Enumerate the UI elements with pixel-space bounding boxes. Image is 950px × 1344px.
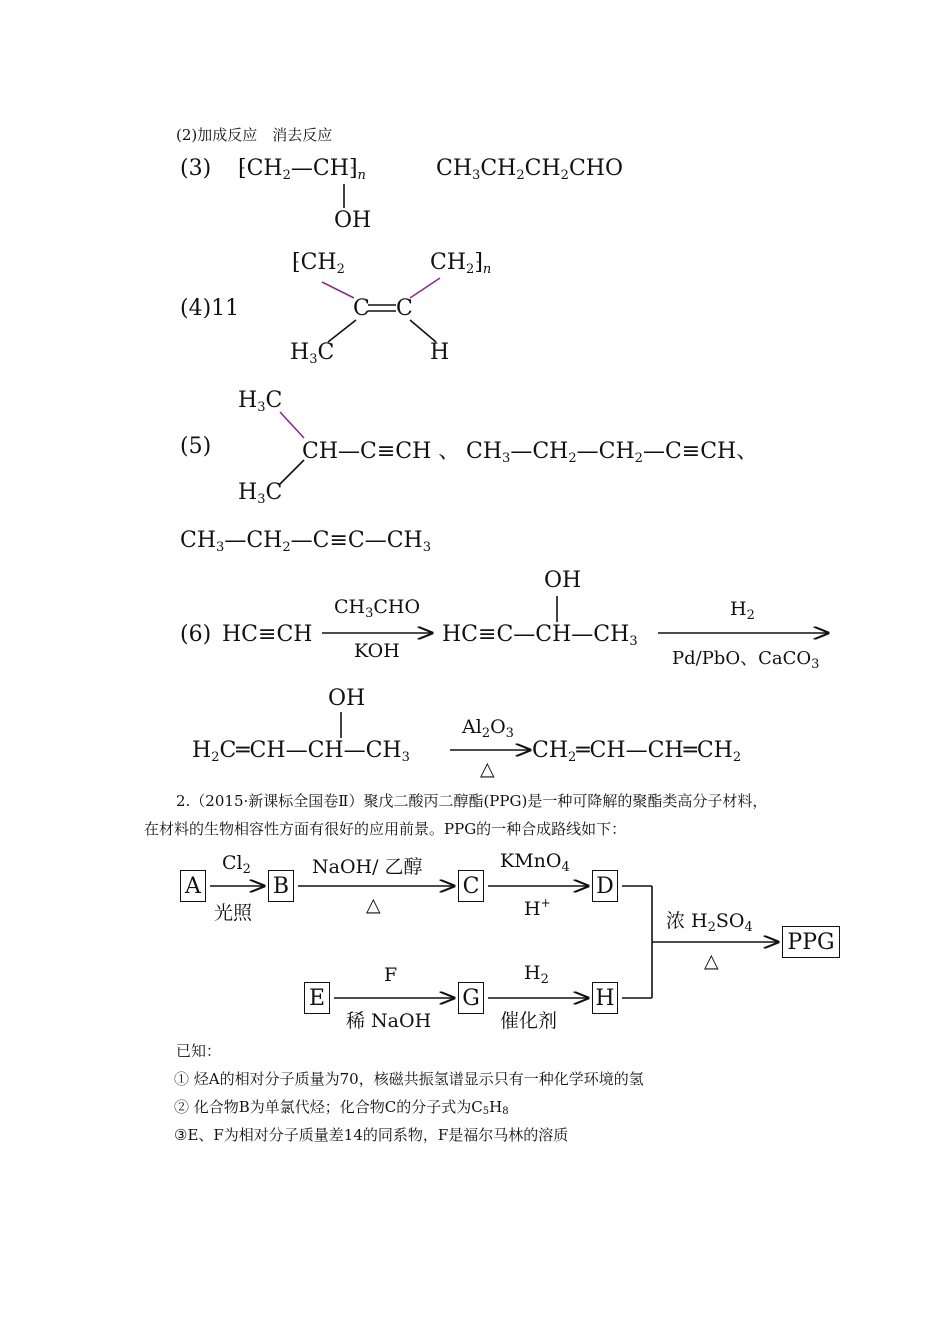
methyl-bottom-5: $H_3C$ [238, 480, 283, 507]
compound-box-e: E [304, 982, 330, 1014]
known-item-1: ① 烃A的相对分子质量为70，核磁共振氢谱显示只有一种化学环境的氢 [174, 1070, 644, 1088]
pentyne-1-formula: $CH_3—CH_2—CH_2—C\equiv CH$、 [466, 439, 759, 466]
compound-box-g: G [458, 982, 484, 1014]
cis-ch2-right: $CH_2⁆_n$ [430, 250, 492, 277]
question-2-line-1: 2.（2015·新课标全国卷Ⅱ）聚戊二酸丙二醇酯(PPG)是一种可降解的聚酯类高分子材料， [176, 792, 768, 810]
answer-2: (2)加成反应 消去反应 [176, 126, 333, 144]
heat-symbol-bc: △ [366, 894, 381, 916]
bond-4-lower-right [410, 320, 436, 342]
branched-alkyne: CH—C≡CH 、 [302, 439, 461, 464]
answer-4-label: (4)11 [180, 296, 240, 321]
butynol-formula: $HC\equiv C—CH—CH_3$ [442, 622, 638, 649]
condition-light: 光照 [214, 902, 253, 924]
compound-box-ppg: PPG [782, 926, 840, 958]
reagent-h2-gh: $H_2$ [524, 962, 549, 987]
bond-4-upper-left [322, 282, 354, 298]
condition-catalyst: 催化剂 [500, 1010, 558, 1032]
reagent-dilute-naoh: 稀 NaOH [346, 1010, 432, 1032]
hydrogen-atom-4: H [430, 340, 450, 365]
cis-ch2-left: $⁅CH_2$ [292, 250, 345, 277]
pentyne-2-formula: $CH_3—CH_2—C\equiv C—CH_3$ [180, 528, 432, 555]
hydroxyl-group-3: OH [334, 208, 372, 233]
reagent-acetaldehyde: $CH_3CHO$ [334, 596, 421, 621]
reagent-lindlar-catalyst: Pd/PbO、CaCO$_3$ [672, 648, 820, 672]
compound-box-d: D [592, 870, 618, 902]
known-item-2: ② 化合物B为单氯代烃；化合物C的分子式为$C_5H_8$ [174, 1098, 509, 1117]
heat-symbol-6: △ [480, 758, 495, 780]
polymer-bracket-close: ⁆ [348, 156, 358, 181]
methyl-group-4: $H_3C$ [290, 340, 335, 367]
butenol-formula: $H_2C═CH—CH—CH_3$ [192, 738, 410, 765]
reagent-chlorine: $Cl_2$ [222, 852, 251, 877]
alkene-carbon-1: C [353, 296, 370, 321]
reagent-naoh-ethanol: NaOH/ 乙醇 [312, 856, 423, 878]
hydroxyl-6b: OH [328, 686, 366, 711]
hydroxyl-6a: OH [544, 568, 582, 593]
acetylene: HC≡CH [222, 622, 313, 647]
question-2-line-2: 在材料的生物相容性方面有很好的应用前景。PPG的一种合成路线如下： [144, 820, 627, 838]
compound-box-a: A [180, 870, 206, 902]
known-title: 已知： [176, 1042, 222, 1060]
alkene-carbon-2: C [396, 296, 413, 321]
reagent-koh: KOH [354, 640, 400, 662]
compound-box-b: B [268, 870, 294, 902]
answer-5-label: (5) [180, 434, 212, 459]
reagent-f: F [384, 964, 398, 986]
heat-symbol-final: △ [704, 950, 719, 972]
methyl-top-5: $H_3C$ [238, 388, 283, 415]
answer-6-label: (6) [180, 622, 212, 647]
reagent-kmno4: KMnO$_4$ [500, 850, 570, 875]
reagent-alumina: $Al_2O_3$ [462, 716, 514, 741]
bond-4-upper-right [410, 278, 440, 298]
answer-3-label: (3) [180, 156, 212, 181]
reagent-hydrogen: $H_2$ [730, 598, 755, 623]
butadiene-formula: $CH_2═CH—CH═CH_2$ [532, 738, 742, 765]
polyvinyl-alcohol-formula: $⁅CH_2—CH⁆_n$ [238, 156, 366, 183]
known-item-3: ③E、F为相对分子质量差14的同系物，F是福尔马林的溶质 [174, 1126, 569, 1144]
compound-box-h: H [592, 982, 618, 1014]
compound-box-c: C [458, 870, 484, 902]
bond-5-upper [280, 412, 304, 438]
reagent-conc-sulfuric-acid: 浓 $H_2SO_4$ [666, 910, 753, 935]
reagent-acid: H+ [524, 896, 551, 920]
propanal-formula: $CH_3CH_2CH_2CHO$ [436, 156, 623, 183]
bond-4-lower-left [328, 320, 356, 342]
polymer-bracket-open: ⁅ [238, 156, 247, 181]
bond-5-lower [280, 460, 304, 484]
